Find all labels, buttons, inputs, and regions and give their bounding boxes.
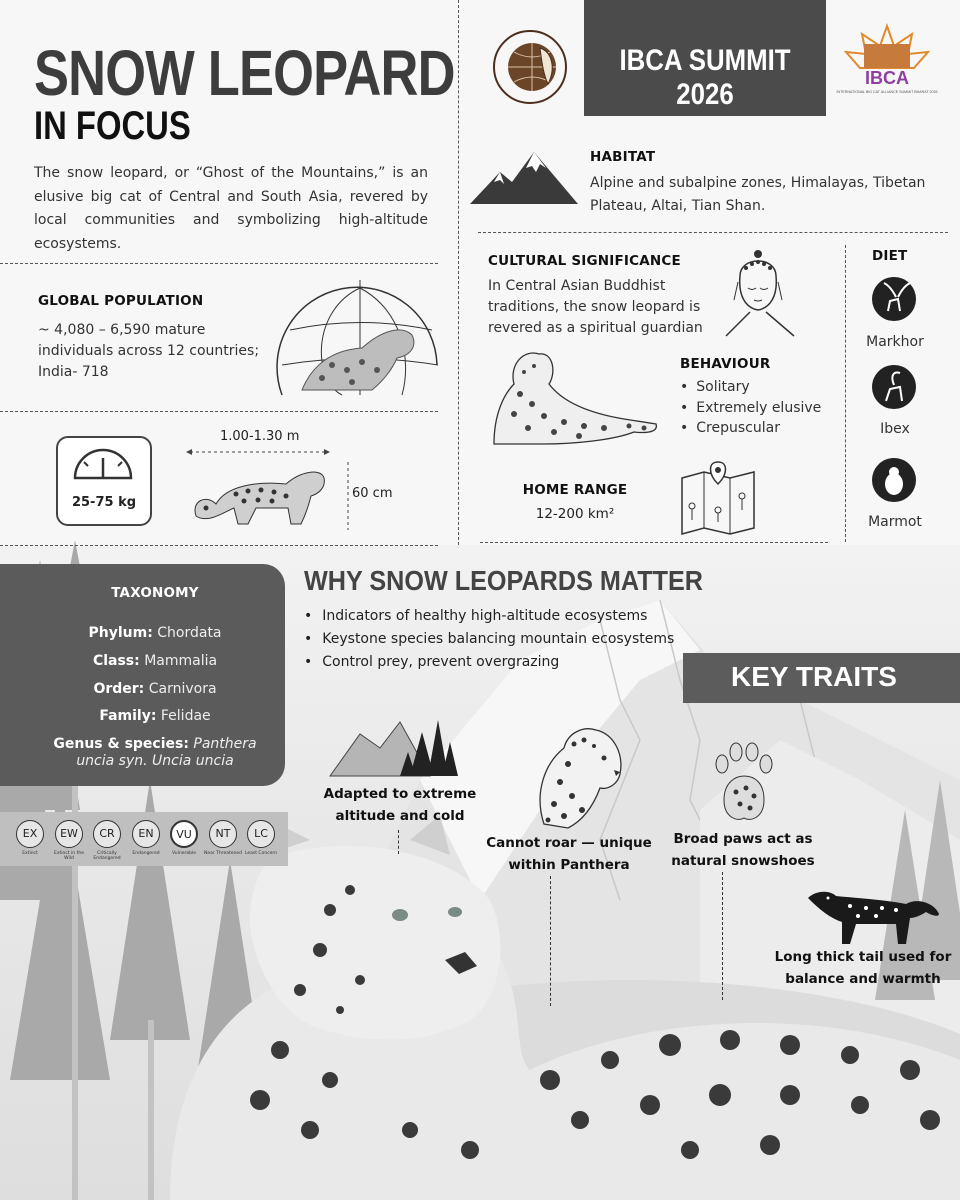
iucn-status-name: Endangered <box>132 851 160 856</box>
list-item: • Keystone species balancing mountain ecosystems <box>304 628 674 651</box>
culture-text: In Central Asian Buddhist traditions, the snow leopard is revered as a spiritual guardian <box>488 278 703 336</box>
diet-label: Marmot <box>868 514 922 530</box>
leopard-silhouette-icon <box>806 888 946 948</box>
ibex-icon <box>872 365 916 409</box>
trait-altitude: Adapted to extreme altitude and cold <box>323 786 477 824</box>
trait-leader <box>722 872 723 1000</box>
height-value: 60 cm <box>352 486 393 501</box>
ibca-logo-text: IBCA <box>865 68 909 88</box>
behaviour-list <box>680 377 821 439</box>
taxonomy-heading: TAXONOMY <box>111 585 199 601</box>
trait-paws: Broad paws act as natural snowshoes <box>671 831 815 869</box>
trait-leader <box>550 876 551 1006</box>
page-title: SNOW LEOPARD <box>34 37 455 109</box>
list-item: • Control prey, prevent overgrazing <box>304 651 674 674</box>
why-list <box>304 605 674 674</box>
iucn-status-vu: VU <box>170 820 198 848</box>
ibca-logo-subtext: INTERNATIONAL BIG CAT ALLIANCE SUMMIT BHARAT 2026 <box>836 90 938 94</box>
page-subtitle: IN FOCUS <box>34 104 191 148</box>
weight-value: 25-75 kg <box>71 495 137 510</box>
map-pin-icon <box>678 460 758 532</box>
ibca-logo <box>836 22 938 108</box>
summit-title: IBCA SUMMIT 2026 <box>619 44 791 111</box>
taxonomy-phylum: Phylum: Chordata <box>88 625 222 641</box>
taxonomy-genus-line2: uncia syn. Uncia uncia <box>76 753 234 769</box>
list-item: • Extremely elusive <box>680 398 821 419</box>
diet-divider <box>845 245 846 542</box>
globe-leopard-icon <box>272 270 442 400</box>
top-vertical-divider <box>458 0 459 545</box>
list-item: • Solitary <box>680 377 821 398</box>
taxonomy-genus: Genus & species: Panthera <box>53 736 257 752</box>
iucn-status-lc: LC <box>247 820 275 848</box>
trait-tail: Long thick tail used for balance and warmth <box>774 949 952 987</box>
iucn-status-name: Extinct <box>22 851 38 856</box>
buddha-icon <box>718 246 798 338</box>
trait-leader <box>398 830 399 854</box>
iucn-status-name: Least Concern <box>244 851 278 856</box>
why-heading: WHY SNOW LEOPARDS MATTER <box>304 565 703 596</box>
trait-roar: Cannot roar — unique within Panthera <box>486 835 652 873</box>
home-range-value: 12-200 km² <box>535 506 615 522</box>
iucn-status-ex: EX <box>16 820 44 848</box>
lying-leopard-icon <box>484 344 660 452</box>
length-value: 1.00-1.30 m <box>220 429 300 444</box>
paw-print-icon <box>712 742 774 826</box>
diet-label: Ibex <box>880 421 910 437</box>
behaviour-heading: BEHAVIOUR <box>680 356 771 372</box>
population-text: ~ 4,080 – 6,590 mature individuals across 12 countries; India- 718 <box>38 322 260 380</box>
taxonomy-order: Order: Carnivora <box>93 681 217 697</box>
habitat-heading: HABITAT <box>590 149 656 165</box>
iucn-status-name: Vulnerable <box>172 851 196 856</box>
divider <box>0 545 438 546</box>
iucn-status-nt: NT <box>209 820 237 848</box>
list-item: • Crepuscular <box>680 418 821 439</box>
home-range-heading: HOME RANGE <box>522 482 628 498</box>
taxonomy-family: Family: Felidae <box>99 708 211 724</box>
iucn-status-ew: EW <box>55 820 83 848</box>
forest-mountain-icon <box>330 712 460 778</box>
diet-heading: DIET <box>872 248 908 264</box>
divider <box>0 263 438 264</box>
measurement-leopard-icon <box>186 446 366 536</box>
snow-leopard-photo <box>110 830 960 1200</box>
habitat-text: Alpine and subalpine zones, Himalayas, Tibetan Plateau, Altai, Tian Shan. <box>590 175 926 214</box>
population-heading: GLOBAL POPULATION <box>38 293 204 309</box>
iucn-status-cr: CR <box>93 820 121 848</box>
iucn-status-name: Near Threatened <box>203 851 243 856</box>
divider <box>0 411 438 412</box>
diet-label: Markhor <box>866 334 924 350</box>
divider <box>478 232 948 233</box>
gauge-icon <box>70 444 136 480</box>
culture-heading: CULTURAL SIGNIFICANCE <box>488 253 681 269</box>
alliance-logo <box>490 28 570 106</box>
mountain-icon <box>470 152 580 208</box>
iucn-status-name: Critically Endangered <box>93 851 121 861</box>
key-traits-heading: KEY TRAITS <box>731 661 897 692</box>
divider <box>480 542 828 543</box>
marmot-icon <box>872 458 916 502</box>
iucn-status-name: Extinct in the Wild <box>54 851 84 861</box>
iucn-status-en: EN <box>132 820 160 848</box>
markhor-icon <box>872 277 916 321</box>
leopard-head-icon <box>524 724 634 830</box>
list-item: • Indicators of healthy high-altitude ecosystems <box>304 605 674 628</box>
taxonomy-class: Class: Mammalia <box>92 653 218 669</box>
intro-paragraph: The snow leopard, or “Ghost of the Mountains,” is an elusive big cat of Central and South Asia, revered by local communities and symbolizing high-altitude ecosystems. <box>34 165 428 252</box>
